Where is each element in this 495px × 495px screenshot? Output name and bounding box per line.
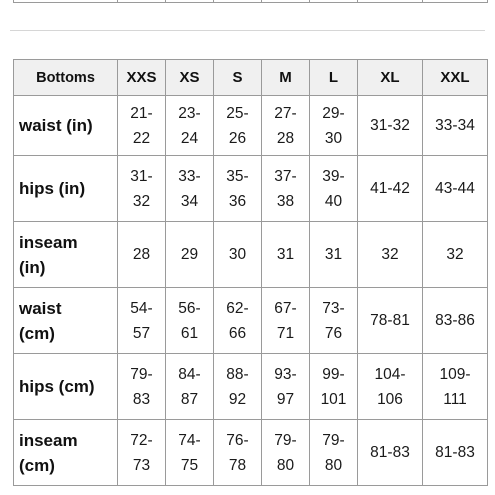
table-cell: 31-32 [358, 96, 423, 156]
row-label: waist (cm) [14, 288, 118, 354]
row-label: waist (in) [14, 96, 118, 156]
table-row [14, 420, 488, 486]
size-header-xxl: XXL [423, 60, 488, 96]
size-header-l: L [310, 60, 358, 96]
table-cell: 28 [118, 222, 166, 288]
table-row [14, 354, 488, 420]
table-cell: 41-42 [358, 156, 423, 222]
row-label: inseam (cm) [14, 420, 118, 486]
table-cell: 84- 87 [166, 354, 214, 420]
table-row [14, 96, 488, 156]
table-cell: 30 [214, 222, 262, 288]
table-cell: 39- 40 [310, 156, 358, 222]
row-label: inseam (in) [14, 222, 118, 288]
table-cell: 31 [310, 222, 358, 288]
table-cell: 43-44 [423, 156, 488, 222]
table-cell: 99- 101 [310, 354, 358, 420]
table-cell: 62- 66 [214, 288, 262, 354]
table-cell: 74- 75 [166, 420, 214, 486]
table-cell: 56- 61 [166, 288, 214, 354]
table-cell: 81-83 [358, 420, 423, 486]
table-cell: 109- 111 [423, 354, 488, 420]
table-cell: 76- 78 [214, 420, 262, 486]
table-cell: 73- 76 [310, 288, 358, 354]
bottoms-size-table [13, 59, 488, 486]
table-cell: 104- 106 [358, 354, 423, 420]
corner-header: Bottoms [14, 60, 118, 96]
table-cell: 81-83 [423, 420, 488, 486]
size-header-s: S [214, 60, 262, 96]
table-cell: 23- 24 [166, 96, 214, 156]
table-cell: 32 [423, 222, 488, 288]
table-cell: 27- 28 [262, 96, 310, 156]
table-cell: 29- 30 [310, 96, 358, 156]
table-cell: 31 [262, 222, 310, 288]
table-cell: 79- 83 [118, 354, 166, 420]
table-cell: 33-34 [423, 96, 488, 156]
size-header-xl: XL [358, 60, 423, 96]
table-cell: 37- 38 [262, 156, 310, 222]
row-label: hips (in) [14, 156, 118, 222]
row-label: hips (cm) [14, 354, 118, 420]
previous-table-fragment [13, 0, 488, 3]
header-row [14, 60, 488, 96]
table-row [14, 156, 488, 222]
table-cell: 93- 97 [262, 354, 310, 420]
table-cell: 25- 26 [214, 96, 262, 156]
previous-table-row [14, 0, 488, 3]
table-row [14, 288, 488, 354]
table-cell: 79- 80 [262, 420, 310, 486]
section-divider [10, 30, 485, 31]
table-cell: 67- 71 [262, 288, 310, 354]
size-header-xs: XS [166, 60, 214, 96]
table-cell: 21- 22 [118, 96, 166, 156]
table-cell: 29 [166, 222, 214, 288]
table-cell: 31- 32 [118, 156, 166, 222]
table-cell: 79- 80 [310, 420, 358, 486]
table-cell: 88- 92 [214, 354, 262, 420]
table-row [14, 222, 488, 288]
table-cell: 32 [358, 222, 423, 288]
table-cell: 78-81 [358, 288, 423, 354]
table-cell: 33- 34 [166, 156, 214, 222]
size-header-m: M [262, 60, 310, 96]
table-cell: 83-86 [423, 288, 488, 354]
table-cell: 35- 36 [214, 156, 262, 222]
size-header-xxs: XXS [118, 60, 166, 96]
table-cell: 54- 57 [118, 288, 166, 354]
table-cell: 72- 73 [118, 420, 166, 486]
